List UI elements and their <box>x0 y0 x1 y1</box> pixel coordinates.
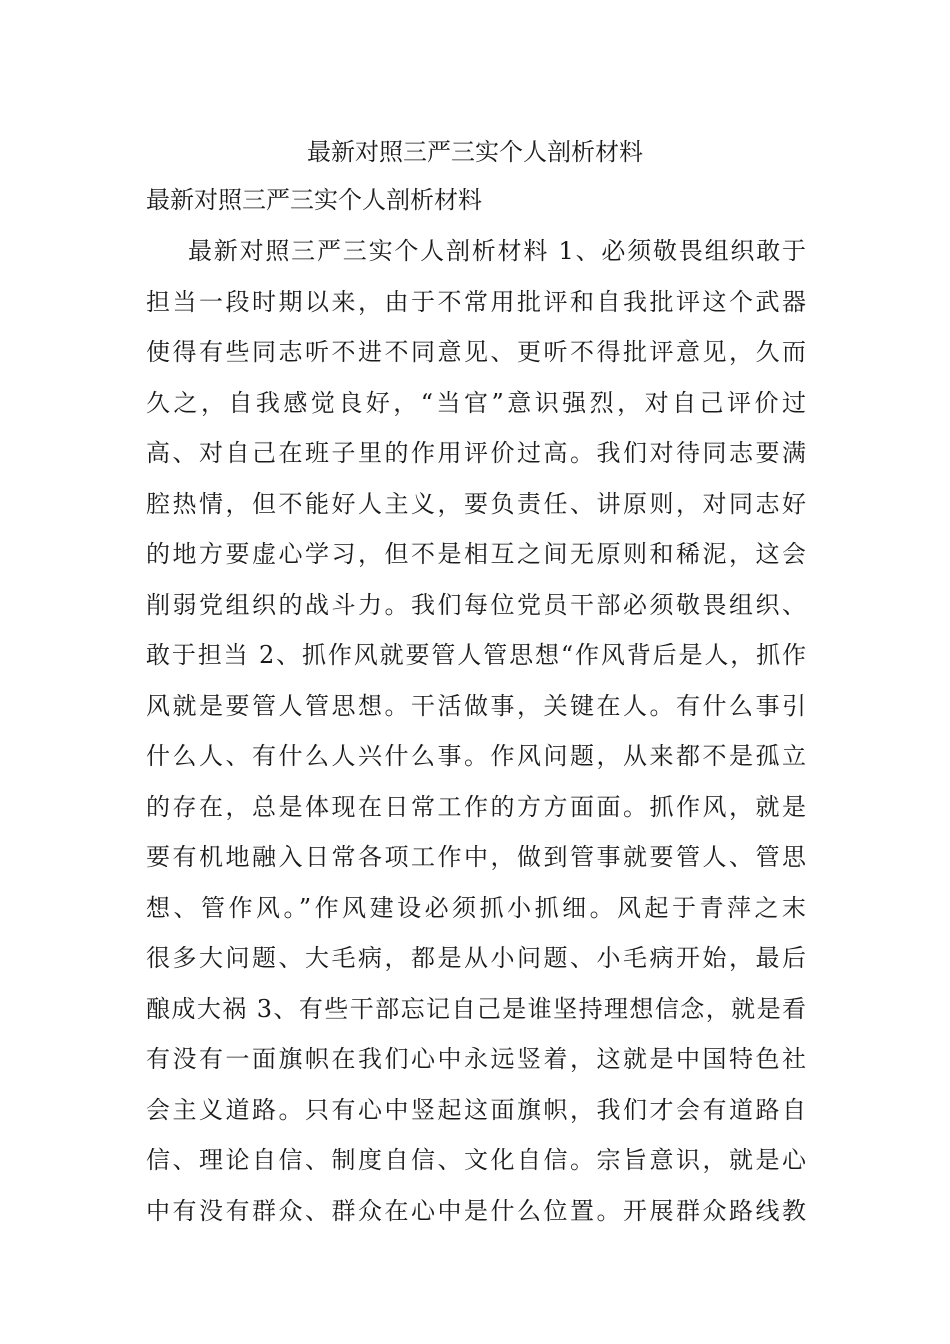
body-line: 什么人、有什么人兴什么事。作风问题，从来都不是孤立 <box>146 742 806 770</box>
body-line: 会主义道路。只有心中竖起这面旗帜，我们才会有道路自 <box>146 1095 806 1124</box>
body-line: 酿成大祸 3、有些干部忘记自己是谁坚持理想信念，就是看 <box>146 994 806 1023</box>
body-line: 高、对自己在班子里的作用评价过高。我们对待同志要满 <box>146 439 806 467</box>
body-line: 削弱党组织的战斗力。我们每位党员干部必须敬畏组织、 <box>146 590 806 619</box>
body-line: 风就是要管人管思想。干活做事，关键在人。有什么事引 <box>146 691 806 720</box>
body-line: 敢于担当 2、抓作风就要管人管思想“作风背后是人，抓作 <box>146 641 806 669</box>
body-line: 最新对照三严三实个人剖析材料 1、必须敬畏组织敢于 <box>188 237 806 265</box>
body-line: 腔热情，但不能好人主义，要负责任、讲原则，对同志好 <box>146 489 806 518</box>
body-line: 有没有一面旗帜在我们心中永远竖着，这就是中国特色社 <box>146 1045 806 1073</box>
body-line: 要有机地融入日常各项工作中，做到管事就要管人、管思 <box>146 843 806 871</box>
body-line: 的存在，总是体现在日常工作的方方面面。抓作风，就是 <box>146 792 806 821</box>
document-title: 最新对照三严三实个人剖析材料 <box>307 138 643 166</box>
body-line: 担当一段时期以来，由于不常用批评和自我批评这个武器 <box>146 287 806 316</box>
body-line: 中有没有群众、群众在心中是什么位置。开展群众路线教 <box>146 1196 806 1225</box>
document-subtitle: 最新对照三严三实个人剖析材料 <box>146 186 482 214</box>
body-line: 很多大问题、大毛病，都是从小问题、小毛病开始，最后 <box>146 944 806 972</box>
body-line: 信、理论自信、制度自信、文化自信。宗旨意识，就是心 <box>146 1146 806 1174</box>
body-line: 的地方要虚心学习，但不是相互之间无原则和稀泥，这会 <box>146 540 806 568</box>
body-line: 久之，自我感觉良好，“当官”意识强烈，对自己评价过 <box>146 388 806 417</box>
body-line: 想、管作风。”作风建设必须抓小抓细。风起于青萍之末 <box>146 893 806 922</box>
document-body <box>146 233 806 1243</box>
body-line: 使得有些同志听不进不同意见、更听不得批评意见，久而 <box>146 338 806 366</box>
